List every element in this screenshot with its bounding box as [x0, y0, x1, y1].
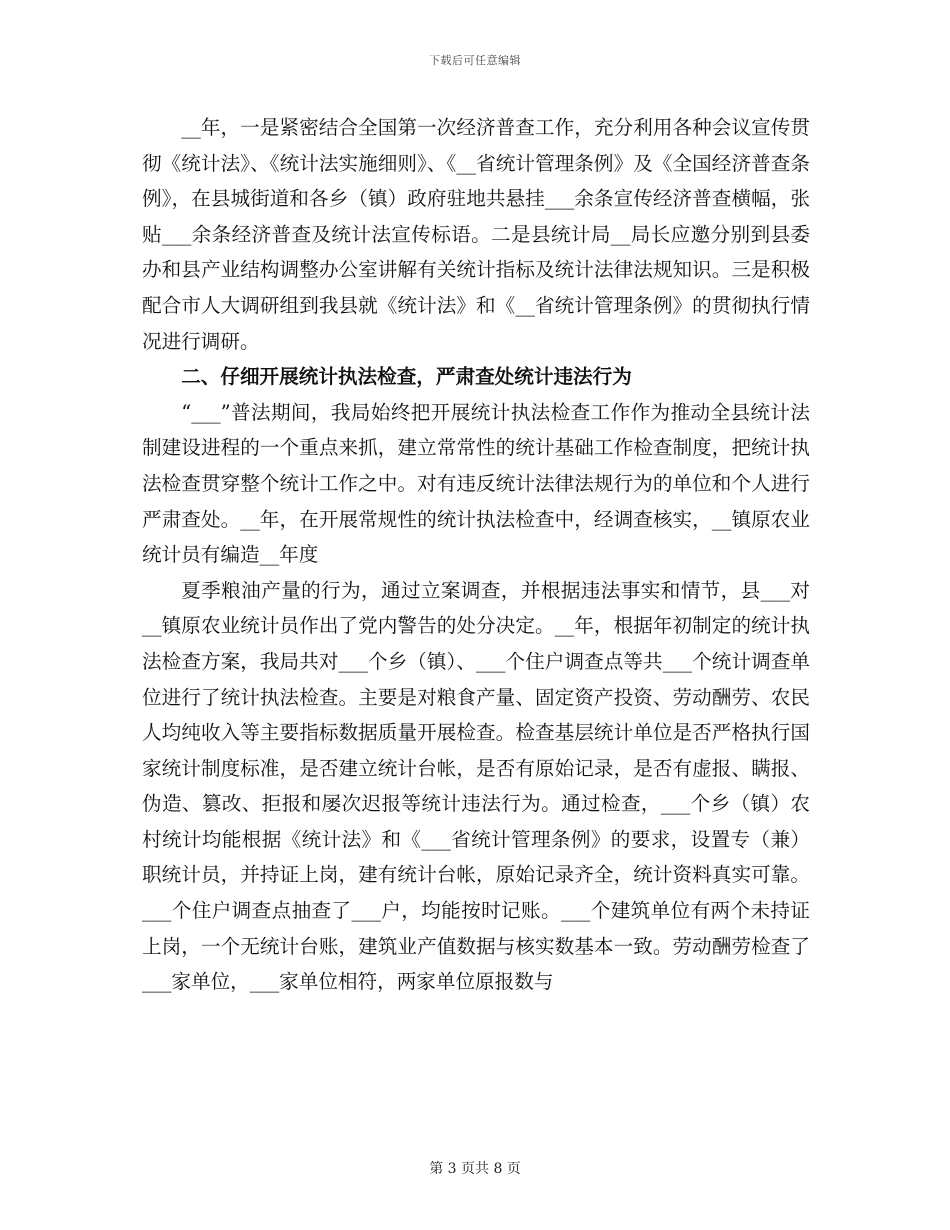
page-header-note: 下载后可任意编辑 [429, 54, 521, 67]
paragraph-1: __年，一是紧密结合全国第一次经济普查工作，充分利用各种会议宣传贯彻《统计法》、《统计法实施细则》、《__省统计管理条例》及《全国经济普查条例》，在县城街道和各乡（镇）政府驻地共悬挂___余条宣传经济普查横幅，张贴___余条经济普查及统计法宣传标语。二是县统计局__局长应邀分别到县委办和县产业结构调整办公室讲解有关统计指标及统计法律法规知识。三是积极配合市人大调研组到我县就《统计法》和《__省统计管理条例》的贯彻执行情况进行调研。 [142, 116, 810, 353]
paragraph-3: 夏季粮油产量的行为，通过立案调查，并根据违法事实和情节，县___对__镇原农业统计员作出了党内警告的处分决定。__年，根据年初制定的统计执法检查方案，我局共对___个乡（镇）、___个住户调查点等共___个统计调查单位进行了统计执法检查。主要是对粮食产量、固定资产投资、劳动酬劳、农民人均纯收入等主要指标数据质量开展检查。检查基层统计单位是否严格执行国家统计制度标准，是否建立统计台帐，是否有原始记录，是否有虚报、瞒报、伪造、篡改、拒报和屡次迟报等统计违法行为。通过检查，___个乡（镇）农村统计均能根据《统计法》和《___省统计管理条例》的要求，设置专（兼）职统计员，并持证上岗，建有统计台帐，原始记录齐全，统计资料真实可靠。___个住户调查点抽查了___户，均能按时记账。___个建筑单位有两个未持证上岗，一个无统计台账，建筑业产值数据与核实数基本一致。劳动酬劳检查了___家单位，___家单位相符，两家单位原报数与 [142, 578, 810, 994]
page-number: 第 3 页共 8 页 [429, 1161, 521, 1177]
paragraph-2: “___”普法期间，我局始终把开展统计执法检查工作作为推动全县统计法制建设进程的一个重点来抓，建立常常性的统计基础工作检查制度，把统计执法检查贯穿整个统计工作之中。对有违反统计法律法规行为的单位和个人进行严肃查处。__年，在开展常规性的统计执法检查中，经调查核实，__镇原农业统计员有编造__年度 [142, 400, 810, 567]
document-body [142, 110, 810, 1000]
section-heading-2: 二、仔细开展统计执法检查，严肃查处统计违法行为 [181, 365, 632, 389]
